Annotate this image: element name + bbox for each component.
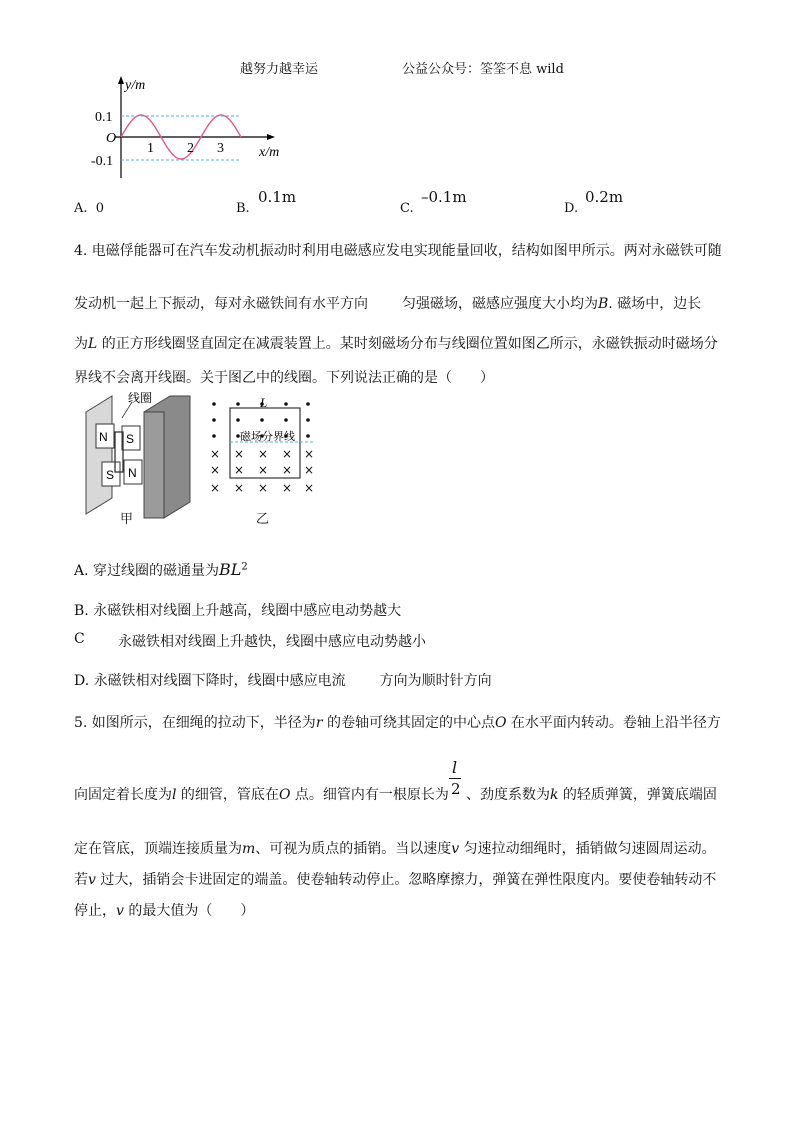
symbol-o: O — [278, 787, 291, 803]
q3-option-d-letter: D. — [564, 201, 579, 216]
q5-line-1 — [74, 712, 721, 732]
symbol-o: O — [494, 715, 507, 731]
q4-text: 为 — [74, 336, 88, 352]
figure-jia-caption: 甲 — [120, 512, 134, 527]
side-length-label: L — [260, 395, 268, 410]
field-cross-icon: × — [304, 463, 315, 477]
symbol-r: r — [315, 715, 323, 731]
q5-text: 向固定着长度为 — [74, 787, 172, 803]
field-cross-icon: × — [234, 447, 245, 461]
q5-text: 的细管，管底在 — [176, 787, 279, 803]
q4-option-a — [74, 560, 248, 580]
symbol-v: v — [116, 903, 124, 919]
field-dot-icon — [284, 418, 288, 422]
option-value: 0 — [95, 201, 105, 216]
q5-text: 过大，插销会卡进固定的端盖。使卷轴转动停止。忽略摩擦力，弹簧在弹性限度内。要使卷轴转动不 — [95, 872, 717, 888]
q3-option-d-value: 0.2m — [585, 188, 624, 206]
header-motto: 越努力越幸运 — [240, 62, 319, 77]
q5-text: 、可视为质点的插销。当以速度 — [255, 841, 452, 857]
q5-text: 停止， — [74, 903, 116, 919]
q5-text: 点。细管内有一根原长为 — [290, 787, 449, 803]
field-dot-icon — [212, 402, 216, 406]
field-dot-icon — [306, 418, 310, 422]
q4-text: 发动机一起上下振动，每对永磁铁间有水平方向 — [74, 296, 368, 312]
figure-jia — [82, 388, 192, 522]
q3-option-c-letter: C. — [400, 201, 414, 216]
field-cross-icon: × — [304, 481, 315, 495]
x-axis-label: x/m — [259, 145, 280, 160]
q4-symbol-b: B — [598, 296, 609, 312]
option-letter: A. — [74, 201, 88, 216]
field-dot-icon — [236, 418, 240, 422]
q5-line-3 — [74, 838, 716, 858]
q5-text: 5. 如图所示，在细绳的拉动下，半径为 — [74, 715, 316, 731]
q4-text: . 磁场中，边长 — [608, 296, 702, 312]
field-cross-icon: × — [210, 447, 221, 461]
q3-option-a — [74, 201, 104, 216]
x-axis-arrow — [267, 134, 275, 140]
option-text: D. 永磁铁相对线圈下降时，线圈中感应电流 — [74, 673, 346, 689]
origin-label: O — [106, 131, 117, 146]
q5-line-2b — [466, 784, 717, 804]
q4-option-c-letter: C — [74, 631, 85, 647]
q5-text: 、劲度系数为 — [466, 787, 550, 803]
q4-line-4: 界线不会离开线圈。关于图乙中的线圈。下列说法正确的是（ ） — [74, 370, 494, 386]
fraction-numerator: l — [452, 758, 458, 777]
field-cross-icon: × — [234, 481, 245, 495]
q3-option-b-value: 0.1m — [258, 188, 297, 206]
figure-yi — [204, 394, 316, 498]
symbol-k: k — [550, 787, 559, 803]
field-dot-icon — [306, 402, 310, 406]
field-dot-icon — [306, 434, 310, 438]
q5-text: 若 — [74, 872, 88, 888]
field-dot-icon — [284, 402, 288, 406]
magnetic-field-marks — [210, 402, 314, 495]
y-axis-arrow — [118, 76, 124, 84]
x-tick-2: 2 — [187, 141, 194, 156]
fraction-denominator: 2 — [451, 780, 461, 798]
field-cross-icon: × — [304, 447, 315, 461]
magnet-label: N — [128, 466, 137, 480]
q5-text: 的轻质弹簧，弹簧底端固 — [558, 787, 717, 803]
q5-text: 在水平面内转动。卷轴上沿半径方 — [506, 715, 721, 731]
x-tick-3: 3 — [217, 141, 224, 156]
magnet-label: S — [126, 432, 135, 446]
symbol-l: l — [172, 787, 177, 803]
field-cross-icon: × — [210, 463, 221, 477]
formula-bl: BL — [219, 560, 242, 579]
q5-text: 的最大值为（ ） — [123, 903, 255, 919]
symbol-v: v — [88, 872, 96, 888]
q4-line-2 — [74, 293, 701, 313]
field-cross-icon: × — [210, 481, 221, 495]
q5-text: 定在管底，顶端连接质量为 — [74, 841, 242, 857]
field-cross-icon: × — [258, 481, 269, 495]
field-dot-icon — [212, 434, 216, 438]
q3-option-c-value: –0.1m — [421, 188, 467, 206]
q4-line-3 — [74, 333, 718, 353]
wave-graph — [85, 74, 295, 186]
q5-line-5 — [74, 900, 254, 920]
boundary-label: 磁场分界线 — [240, 431, 295, 443]
q5-line-4 — [74, 869, 716, 889]
magnet-label: S — [106, 468, 115, 482]
field-cross-icon: × — [258, 463, 269, 477]
y-axis-label: y/m — [125, 78, 146, 93]
field-cross-icon: × — [282, 447, 293, 461]
field-dot-icon — [212, 418, 216, 422]
q4-text: 匀强磁场，磁感应强度大小均为 — [402, 296, 598, 312]
q5-text: 匀速拉动细绳时，插销做匀速圆周运动。 — [459, 841, 716, 857]
q4-line-1: 4. 电磁俘能器可在汽车发动机振动时利用电磁感应发电实现能量回收，结构如图甲所示。两对永磁铁可随 — [74, 243, 722, 259]
figure-yi-caption: 乙 — [256, 512, 270, 527]
q5-text: 的卷轴可绕其固定的中心点 — [322, 715, 495, 731]
header-account: 公益公众号：筌筌不息 wild — [402, 62, 564, 77]
fraction-bar — [449, 778, 461, 779]
option-text: 方向为顺时针方向 — [379, 673, 492, 689]
field-dot-icon — [236, 402, 240, 406]
option-text: A. 穿过线圈的磁通量为 — [74, 563, 220, 579]
q4-option-c: 永磁铁相对线圈上升越快，线圈中感应电动势越小 — [118, 634, 426, 650]
q5-line-2a — [74, 784, 449, 804]
q4-option-d — [74, 670, 492, 690]
y-tick-bottom: -0.1 — [91, 154, 114, 169]
left-plate — [86, 396, 115, 514]
magnet-label: N — [99, 430, 108, 444]
q4-symbol-l: L — [88, 336, 98, 352]
field-dot-icon — [260, 418, 264, 422]
field-cross-icon: × — [282, 463, 293, 477]
symbol-v: v — [451, 841, 460, 857]
q4-option-b: B. 永磁铁相对线圈上升越高，线圈中感应电动势越大 — [74, 603, 402, 619]
field-cross-icon: × — [282, 481, 293, 495]
x-tick-1: 1 — [147, 141, 154, 156]
q4-text: 的正方形线圈竖直固定在减震装置上。某时刻磁场分布与线圈位置如图乙所示，永磁铁振动时磁场分 — [97, 336, 718, 352]
coil-label: 线圈 — [128, 391, 153, 405]
q3-option-b-letter: B. — [236, 201, 250, 216]
field-cross-icon: × — [234, 463, 245, 477]
field-cross-icon: × — [258, 447, 269, 461]
y-tick-top: 0.1 — [95, 110, 113, 125]
formula-sup: 2 — [241, 561, 248, 573]
symbol-m: m — [242, 841, 256, 857]
